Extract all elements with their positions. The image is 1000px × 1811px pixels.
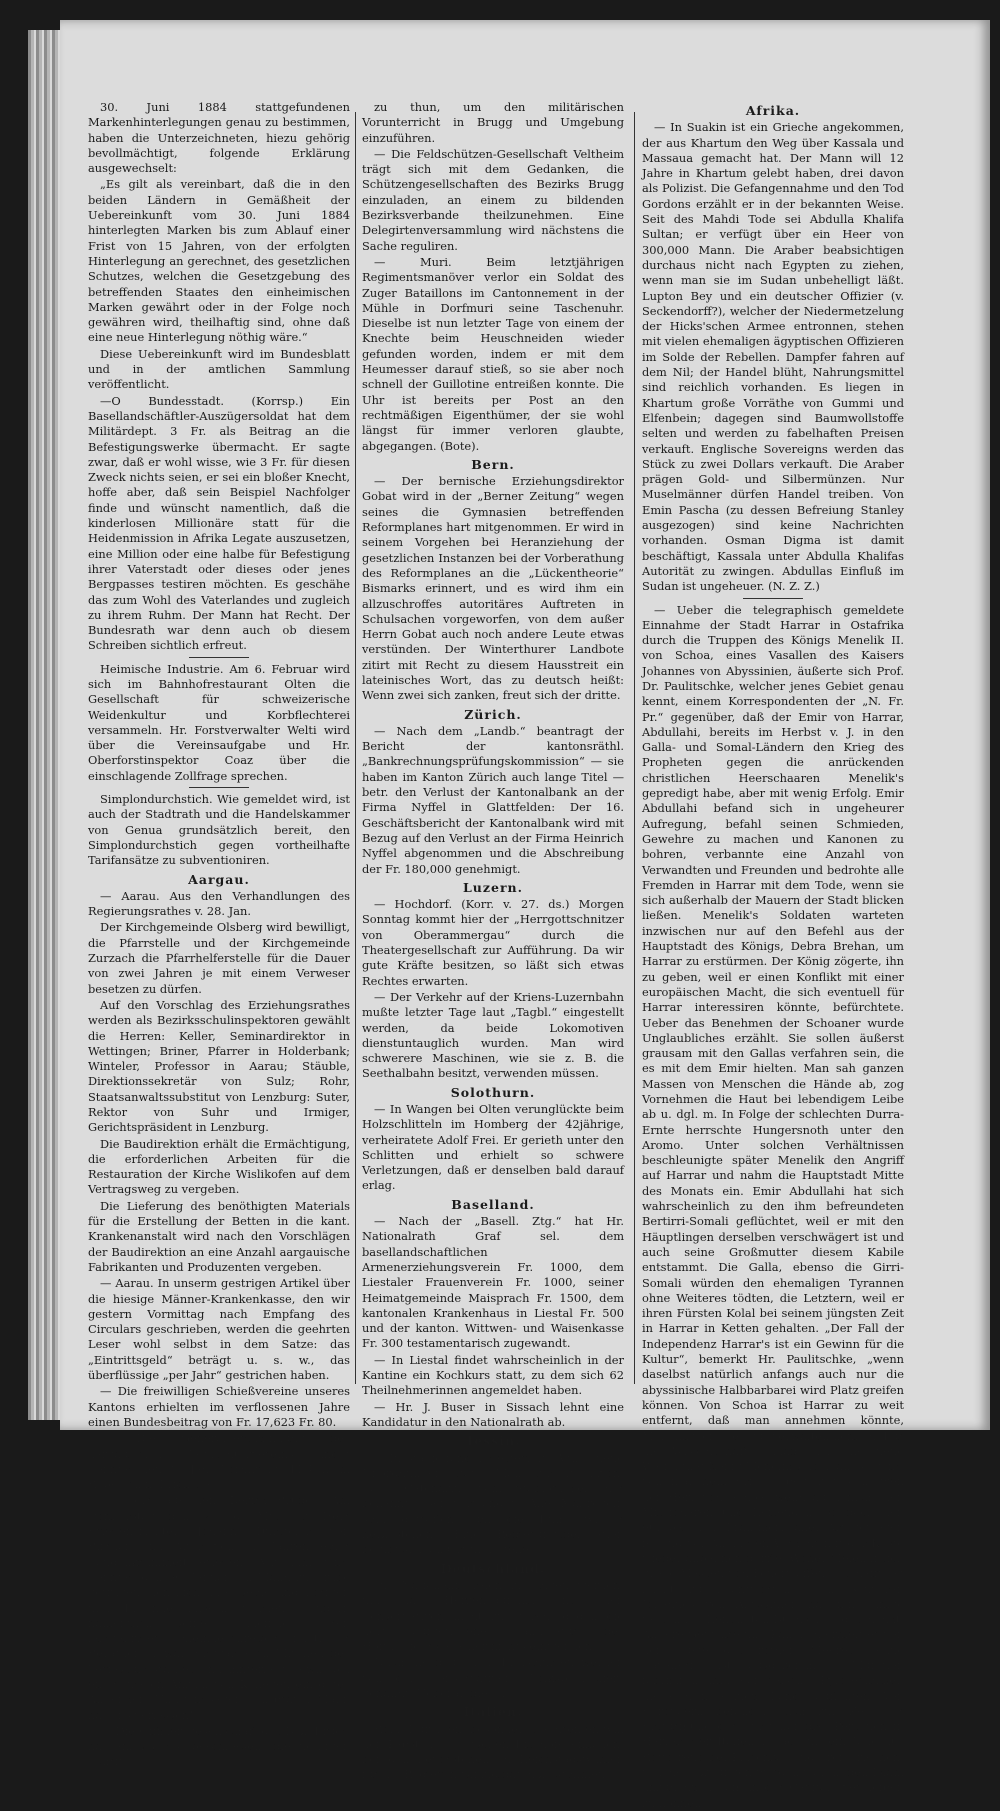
article-paragraph: Der Kirchgemeinde Olsberg wird bewilligt, die Pfarrstelle und der Kirchgemeinde Zurzach die Pfarrhelferstelle für die Dauer von zwei Jahren je mit einem Verweser besetzen zu dürfen. — [88, 920, 350, 996]
column-middle — [362, 100, 624, 1782]
column-right — [642, 100, 904, 1810]
article-separator — [743, 598, 803, 599]
section-heading: Baselland. — [451, 1196, 535, 1212]
article-paragraph: — Die Offiziersgesellschaft des Bez. Brugg hat am 23. ds. beschlossen, die nöthigen Schritte — [88, 1723, 350, 1769]
article-paragraph: — Der Verkehr auf der Kriens-Luzernbahn mußte letzter Tage laut „Tagbl.“ eingestellt werden, da beide Lokomotiven dienstuntauglich wurden. Man wird schwerere Maschinen, wie sie z. B. die Seethalbahn besitzt, verwenden müssen. — [362, 989, 624, 1081]
column-left — [88, 100, 350, 1769]
article-paragraph: — Nach dem „Landb.“ beantragt der Bericht der kantonsräthl. „Bankrechnungsprüfungskommission“ — sie haben im Kanton Zürich auch lange Titel — betr. den Verlust der Kantonalbank an der Firma Nyffel in Glattfelden: Der 16. Geschäftsbericht der Kantonalbank wird mit Bezug auf den Verlust an der Firma Heinrich Nyffel abgenommen und die Abschreibung der Fr. 180,000 genehmigt. — [362, 723, 624, 876]
section-heading: Aargau. — [188, 871, 250, 887]
article-paragraph: — Der bernische Erziehungsdirektor Gobat wird in der „Berner Zeitung“ wegen seines die Gymnasien betreffenden Reformplanes hart mitgenommen. Er wird in seinem Vorgehen bei Heranziehung der gesetzlichen Instanzen bei der Vorberathung des Reformplanes an die „Lückentheorie“ Bismarks erinnert, und es wird ihm ein allzuschroffes autoritäres Auftreten in Schulsachen vorgeworfen, von dem außer Herrn Gobat auch noch andere Leute etwas verstünden. Der Winterthurer Landbote zitirt mit Recht zu diesem Hausstreit ein lateinisches Wort, das zu deutsch heißt: Wenn zwei sich zanken, freut sich der dritte. — [362, 474, 624, 703]
article-paragraph: 30. Juni 1884 stattgefundenen Markenhinterlegungen genau zu bestimmen, haben die Unterzeichneten, hiezu gehörig bevollmächtigt, folgende Erklärung ausgewechselt: — [88, 100, 350, 176]
column-rule-left — [355, 112, 356, 1384]
article-paragraph: — Aarau. Aus den Verhandlungen des Regierungsrathes v. 28. Jan. — [88, 888, 350, 919]
section-heading: Luzern. — [463, 879, 523, 895]
section-heading: Zürich. — [464, 706, 522, 722]
section-heading: Afrika. — [745, 103, 801, 118]
article-paragraph: — In Wangen bei Olten verunglückte beim Holzschlitteln im Homberg der 42jährige, verheiratete Adolf Frei. Er gerieth unter den Schlitten und erhielt so schwere Verletzungen, daß er denselben bald darauf erlag. — [362, 1102, 624, 1193]
article-paragraph: — Ueber die telegraphisch gemeldete Einnahme der Stadt Harrar in Ostafrika durch die Truppen des Königs Menelik II. von Schoa, eines Vasallen des Kaisers Johannes von Abyssinien, äußerte sich Prof. Dr. Paulitschke, welcher jenes Gebiet genau kennt, einem Korrespondenten der „N. Fr. Pr.“ gegenüber, daß der Emir von Harrar, Abdullahi, bereits im Herbst v. J. in den Galla- und Somal-Ländern den Krieg des Propheten gegen die anrückenden christlichen Heerschaaren Menelik's gepredigt habe, aber mit wenig Erfolg. Emir Abdullahi befand sich in ungeheurer Aufregung, befahl seinen Schmieden, Gewehre zu machen und Kanonen zu bohren, verbannte eine Anzahl von Verwandten und Freunden und bedrohte alle Fremden in Harrar mit dem Tode, wenn sie sich außerhalb der Mauern der Stadt blicken ließen. Menelik's Soldaten warteten inzwischen nur auf den Befehl aus der Hauptstadt des Königs, Debra Brehan, um Harrar zu erstürmen. Der König zögerte, ihn zu geben, weil er einen Konflikt mit einer europäischen Macht, die sich eventuell für Harrar interessiren könnte, befürchtete. Ueber das Benehmen der Schoaner wurde Unglaubliches erzählt. Sie sollen äußerst grausam mit den Gallas verfahren sein, die es mit dem Emir hielten. Man sah ganzen Massen von Menschen die Hände ab, zog Vornehmen die Haut bei lebendigem Leibe ab u. dgl. m. In Folge der schlechten Durra-Ernte herrschte Hungersnoth unter den Aromo. Unter solchen Verhältnissen beschleunigte später Menelik den Angriff auf Harrar und nahm die Hauptstadt Mitte des Monats ein. Emir Abdullahi hat sich wahrscheinlich zu den ihm befreundeten Bertirri-Somali geflüchtet, weil er mit den Häuptlingen derselben verschwägert ist und auch seine Großmutter diesem Kabile entstammt. Die Galla, ebenso die Girri-Somali würden den ehemaligen Tyrannen ohne Weiteres tödten, die Letztern, weil er ihren Fürsten Kolal bei seinem jüngsten Zeit in Harrar in Ketten gehalten. „Der Fall der Independenz Harrar's ist ein Gewinn für die Kultur“, bemerkt Hr. Paulitschke, „wenn daselbst natürlich anfangs auch nur die abyssinische Halbbarbarei wird Platz greifen können. Von Schoa ist Harrar zu weit entfernt, daß man annehmen könnte, Menelik werde es gut verwalten können. Für die Wissenschaft schlage ich die neue Waffenthat König Menelik's hoch an; sie wird von manchem Erfolge begleitet sein, weil der Herr von Schoa, wenn auch nicht den Missionären und Reisenden, so doch den europäischen Praktikern aller Art gewogen ist und vor Allem den Verkehr mit der Küste wieder anbahnen dürfte. Woher Melenik sich große Massen von Feuerwaffen beschafft, ist leicht zu beantworten. Sein Souverän Johannes von Abyssinien hat ihm einige tausend Remington-Büchsen geschenkt. Andere Gewehre und Kanonen erhielt er von der Küste des rothen Meeres. Seine Kavallerie ist ausgezeichnet. Munition fabriziren ihm europäische Pyrotechniker, die sich in seinem Lande aufhalten. Von Europäern befanden sich zur Zeit der Erstürmung der Stadt nur drei Personen in Harrar: der Italiener Sacconi (ein Jude aus Rottofreno bei Piacenza) und drei Griechen, welche gezwungen worden waren, den Islam anzunehmen, um in der Capitale verbleiben zu können. — [642, 602, 904, 1810]
article-paragraph: Heimische Industrie. Am 6. Februar wird sich im Bahnhofrestaurant Olten die Gesellschaft für schweizerische Weidenkultur und Korbflechterei versammeln. Hr. Forstverwalter Welti wird über die Vereinsaufgabe und Hr. Oberforstinspektor Coaz über die einschlagende Zollfrage sprechen. — [88, 661, 350, 783]
article-paragraph: Auf den Vorschlag des Erziehungsrathes werden als Bezirksschulinspektoren gewählt die Herren: Keller, Seminardirektor in Wettingen; Briner, Pfarrer in Holderbank; Winteler, Professor in Aarau; Stäuble, Direktionssekretär von Sulz; Rohr, Staatsanwaltssubstitut von Lenzburg: Suter, Rektor von Suhr und Irmiger, Gerichtspräsident in Lenzburg. — [88, 997, 350, 1135]
column-rule-right — [634, 112, 635, 1384]
section-heading: Tessin. — [465, 1433, 521, 1449]
article-paragraph: Nach die deutschen Freisinnigen werden von den Konservativen „Volksbeglücker“ genannt. Ueberall gleich. — — [362, 1655, 624, 1700]
article-paragraph: „Es gilt als vereinbart, daß die in den beiden Ländern in Gemäßheit der Uebereinkunft vom 30. Juni 1884 hinterlegten Marken bis zum Ablauf einer Frist von 15 Jahren, von der erfolgten Hinterlegung an gerechnet, des gesetzlichen Schutzes, welchen die Gesetzgebung des betreffenden Staates den einheimischen Marken gewährt oder in der Folge noch gewähren wird, theilhaftig sind, ohne daß eine neue Hinterlegung nöthig wäre.“ — [88, 177, 350, 345]
article-paragraph: — In Suakin ist ein Grieche angekommen, der aus Khartum den Weg über Kassala und Massaua gemacht hat. Der Mann will 12 Jahre in Khartum gelebt haben, drei davon als Polizist. Die Gefangennahme und den Tod Gordons erzählt er in der bekannten Weise. Seit des Mahdi Tode sei Abdulla Khalifa Sultan; er verfügt über ein Heer von 300,000 Mann. Die Araber beabsichtigen durchaus nicht nach Egypten zu ziehen, wenn man sie im Sudan unbehelligt läßt. Lupton Bey und ein deutscher Offizier (v. Seckendorff?), welcher der Niedermetzelung der Hicks'schen Armee entronnen, stehen mit vielen ehemaligen ägyptischen Offizieren im Solde der Rebellen. Dampfer fahren auf dem Nil; der Handel blüht, Nahrungsmittel sind reichlich vorhanden. Es liegen in Khartum große Vorräthe von Gummi und Elfenbein; dagegen sind Baumwollstoffe selten und werden zu fabelhaften Preisen verkauft. Englische Sovereigns werden das Stück zu zwei Dollars verkauft. Die Araber prägen Gold- und Silbermünzen. Nur Muselmänner dürfen Handel treiben. Von Emin Pascha (zu dessen Befreiung Stanley ausgezogen) sind keine Nachrichten vorhanden. Osman Digma ist damit beschäftigt, Kassala unter Abdulla Khalifas Autorität zu zwingen. Abdullas Einfluß im Sudan ist ungeheuer. (N. Z. Z.) — [642, 120, 904, 594]
article-paragraph: Die Nationalliberalen in Singen werden, um das Herzensbündniß mit den Konservativen nicht zu stören, gegen die dort aufgetretene Kandidatur des Hofpredigers Stöcker nichts einwenden. — [362, 1577, 624, 1654]
article-paragraph: — Muri. Beim letztjährigen Regimentsmanöver verlor ein Soldat des Zuger Bataillons im Cantonnement in der Mühle in Dorfmuri seine Taschenuhr. Dieselbe ist nun letzter Tage von einem der Knechte beim Heuschneiden wieder gefunden worden, indem er mit dem Heumesser darauf stieß, so sie aber noch schnell der Guillotine entreißen konnte. Die Uhr ist bereits per Post an den rechtmäßigen Eigenthümer, der sie wohl längst für immer verloren glaubte, abgegangen. (Bote). — [362, 254, 624, 453]
article-paragraph: — Aarau. In unserm gestrigen Artikel über die hiesige Männer-Krankenkasse, den wir gestern Vormittag nach Empfang des Circulars geschrieben, werden die geehrten Leser wohl selbst in dem Satze: das „Eintrittsgeld“ beträgt u. s. w., das überflüssige „per Jahr“ gestrichen haben. — [88, 1276, 350, 1383]
article-paragraph: zu thun, um den militärischen Vorunterricht in Brugg und Umgebung einzuführen. — [362, 100, 624, 145]
section-heading: Solothurn. — [450, 1084, 536, 1100]
article-paragraph: Simplondurchstich. Wie gemeldet wird, ist auch der Stadtrath und die Handelskammer von Genua grundsätzlich bereit, den Simplondurchstich gegen vortheilhafte Tarifansätze zu subventioniren. — [88, 792, 350, 868]
article-paragraph: — Hochdorf. (Korr. v. 27. ds.) Morgen Sonntag kommt hier der „Herrgottschnitzer von Oberammergau“ durch die Theatergesellschaft zur Aufführung. Da wir gute Kräfte besitzen, so läßt sich etwas Rechtes erwarten. — [362, 897, 624, 988]
article-paragraph: —O Bundesstadt. (Korrsp.) Ein Basellandschäftler-Auszügersoldat hat dem Militärdept. 3 Fr. als Beitrag an die Befestigungswerke übermacht. Er sagte zwar, daß er wohl wisse, wie 3 Fr. für diesen Zweck nichts seien, er sei ein bloßer Knecht, hoffe aber, daß sein Beispiel Nachfolger finde und wünscht namentlich, daß die kinderlosen Millionäre statt für die Heidenmission in Afrika Legate auszusetzen, eine Million oder eine halbe für Befestigung ihrer Vaterstadt oder dieses oder jenes Bergpasses testiren möchten. Es geschähe das zum Wohl des Vaterlandes und zugleich zu ihrem Ruhm. Der Mann hat Recht. Der Bundesrath war denn auch ob diesem Schreiben sichtlich erfreut. — [88, 393, 350, 653]
article-paragraph: — Hr. J. Buser in Sissach lehnt eine Kandidatur in den Nationalrath ab. — [362, 1399, 624, 1429]
article-paragraph: — (Korr. aus dem Bezirk Brugg.) Am Donnerstag den 27. d. Mts. ist Herr Friedensrichter Johann Dürsteler von Birrhard im Alter von 62 Jahren einer Lungenkrankheit erlegen. Mit ihm wird Sonntag den 30. Januar ein Mann zu Grabe getragen, den nicht bloß seine Angehörigen und Freunde missen werden, sondern namentlich seine Gemeinde, deren langjähriger Gemeindeschreiber und treuer Berather er war. Er war auch Mitglied des Verfassungsrathes und hinterläßt gewiß bei einer großen Anzahl von Kollegen ein gutes Andenken. Und wir sagen, ein braver Mann hat uns verlassen! — [88, 1493, 350, 1722]
section-heading: Deutschland. — [440, 1560, 546, 1576]
article-paragraph: Rom. Durch ein besonderes Schreiben will der Papst die deutschen Bischöfe einladen, bei den bevorstehenden Reichstagswahlen für die Regierungskandidaten zu stimmen. — [362, 1721, 624, 1782]
article-paragraph: Die Baudirektion erhält die Ermächtigung, die erforderlichen Arbeiten für die Restauration der Kirche Wislikofen auf dem Vertragsweg zu vergeben. — [88, 1136, 350, 1197]
article-paragraph: — Die Feldschützen-Gesellschaft Veltheim trägt sich mit dem Gedanken, die Schützengesellschaften des Bezirks Brugg einzuladen, an einem zu bildenden Bezirksverbande theilzunehmen. Eine Delegirtenversammlung wird nächstens die Sache reguliren. — [362, 146, 624, 253]
article-paragraph: — Die Generalversammlung des aargauischen Jagdschutzvereins findet Sonntag den 30. Jan., Vormittags 11 Uhr im Rebstock in Frick statt. — [88, 1431, 350, 1492]
article-separator — [189, 657, 249, 658]
article-separator — [189, 787, 249, 788]
section-heading: Italien. — [463, 1704, 523, 1720]
section-heading: Bern. — [471, 456, 515, 472]
article-paragraph: Die Lieferung des benöthigten Materials für die Erstellung der Betten in die kant. Krankenanstalt wird nach den Vorschlägen der Baudirektion an eine Anzahl aargauische Fabrikanten und Produzenten vergeben. — [88, 1198, 350, 1274]
article-paragraph: Diese Uebereinkunft wird im Bundesblatt und in der amtlichen Sammlung veröffentlicht. — [88, 346, 350, 392]
article-paragraph: — In Stabio fanden gestern lt. „Vtlb.“ neue Unordnungen statt. Man spricht davon, Luigi Catenazzi (vom Stabioprozeß her bekannt), sei verwundet. Alle Maßregeln sind getroffen, um die Ruhe wieder herzustellen. Eine Regierungsdelegation begibt sich an Ort und Stelle. — [362, 1450, 624, 1557]
article-paragraph: — In Liestal findet wahrscheinlich in der Kantine ein Kochkurs statt, zu dem sich 62 Theilnehmerinnen angemeldet haben. — [362, 1352, 624, 1398]
article-paragraph: — Die freiwilligen Schießvereine unseres Kantons erhielten im verflossenen Jahre einen Bundesbeitrag von Fr. 17,623 Fr. 80. — [88, 1384, 350, 1429]
article-paragraph: — Nach der „Basell. Ztg.“ hat Hr. Nationalrath Graf sel. dem basellandschaftlichen Armenerziehungsverein Fr. 1000, dem Liestaler Frauenverein Fr. 1000, seiner Heimatgemeinde Maisprach Fr. 1500, dem kantonalen Krankenhaus in Liestal Fr. 500 und der kanton. Wittwen- und Waisenkasse Fr. 300 testamentarisch zugewandt. — [362, 1214, 624, 1351]
